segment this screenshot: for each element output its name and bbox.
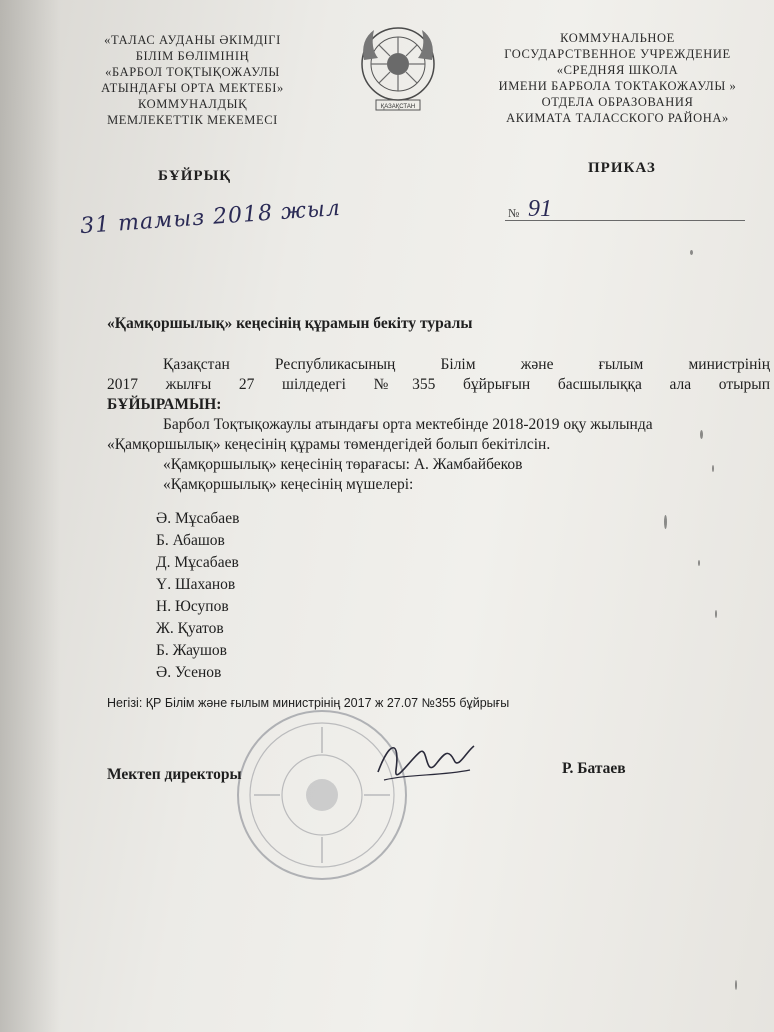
list-item: Д. Мұсабаев — [156, 554, 239, 571]
emblem-caption: ҚАЗАҚСТАН — [380, 104, 416, 110]
scan-speck — [698, 560, 700, 566]
header-right-line: «СРЕДНЯЯ ШКОЛА — [556, 63, 679, 77]
basis-line: Негізі: ҚР Білім және ғылым министрінің 2017 ж 27.07 №355 бұйрығы — [107, 696, 510, 710]
members-heading: «Қамқоршылық» кеңесінің мүшелері: — [163, 476, 414, 493]
handwritten-signature-icon — [370, 730, 480, 800]
members-list — [156, 508, 239, 684]
scan-speck — [715, 610, 717, 618]
list-item: Н. Юсупов — [156, 598, 229, 615]
order-title-ru: ПРИКАЗ — [588, 160, 656, 176]
paragraph-line: «Қамқоршылық» кеңесінің құрамы төмендегідей болып бекітілсін. — [107, 436, 551, 453]
header-right-ru — [475, 30, 760, 126]
list-item: Ү. Шаханов — [156, 576, 236, 593]
header-left-line: МЕМЛЕКЕТТІК МЕКЕМЕСІ — [107, 113, 278, 127]
paragraph-line: Барбол Тоқтықожаулы атындағы орта мектебінде 2018-2019 оқу жылында — [163, 416, 653, 433]
signatory-name: Р. Батаев — [562, 760, 626, 777]
header-right-line: ГОСУДАРСТВЕННОЕ УЧРЕЖДЕНИЕ — [504, 47, 731, 61]
header-right-line: ИМЕНИ БАРБОЛА ТОКТАКОЖАУЛЫ » — [498, 79, 737, 93]
decree-word: БҰЙЫРАМЫН: — [107, 396, 222, 413]
header-right-line: ОТДЕЛА ОБРАЗОВАНИЯ — [541, 95, 694, 109]
header-left-line: «БАРБОЛ ТОҚТЫҚОЖАУЛЫ — [105, 65, 280, 79]
header-left-line: КОММУНАЛДЫҚ — [137, 97, 248, 111]
scan-speck — [735, 980, 737, 990]
list-item: Ж. Қуатов — [156, 620, 224, 637]
header-left-line: БІЛІМ БӨЛІМІНІҢ — [135, 49, 250, 63]
document-body — [107, 355, 770, 495]
document-title: «Қамқоршылық» кеңесінің құрамын бекіту туралы — [107, 315, 473, 332]
chair-line: «Қамқоршылық» кеңесінің төрағасы: А. Жамбайбеков — [163, 456, 523, 473]
preamble-line: Қазақстан Республикасының Білім және ғылым министрінің — [163, 356, 770, 373]
scan-speck — [712, 465, 714, 472]
header-right-line: КОММУНАЛЬНОЕ — [560, 31, 675, 45]
order-number-handwritten: 91 — [528, 196, 552, 222]
header-left-line: АТЫНДАҒЫ ОРТА МЕКТЕБІ» — [101, 81, 284, 95]
list-item: Б. Жаушов — [156, 642, 227, 659]
list-item: Б. Абашов — [156, 532, 225, 549]
order-date-handwritten: 31 тамыз 2018 жыл — [79, 195, 342, 240]
scan-speck — [700, 430, 703, 439]
page-shadow — [0, 0, 60, 1032]
preamble-line: 2017 жылғы 27 шілдедегі №355 бұйрығын басшылыққа ала отырып — [107, 376, 770, 393]
list-item: Ә. Усенов — [156, 664, 222, 681]
scan-speck — [664, 515, 667, 529]
order-title-kz: БҰЙРЫҚ — [158, 168, 232, 184]
header-left-kz — [70, 32, 315, 128]
list-item: Ә. Мұсабаев — [156, 510, 240, 527]
state-emblem-icon — [358, 20, 438, 120]
signature-position-label: Мектеп директоры — [107, 766, 242, 783]
scan-speck — [690, 250, 693, 255]
header-left-line: «ТАЛАС АУДАНЫ ӘКІМДІГІ — [104, 33, 281, 47]
order-number-prefix: № — [508, 206, 520, 220]
header-right-line: АКИМАТА ТАЛАССКОГО РАЙОНА» — [506, 111, 729, 125]
